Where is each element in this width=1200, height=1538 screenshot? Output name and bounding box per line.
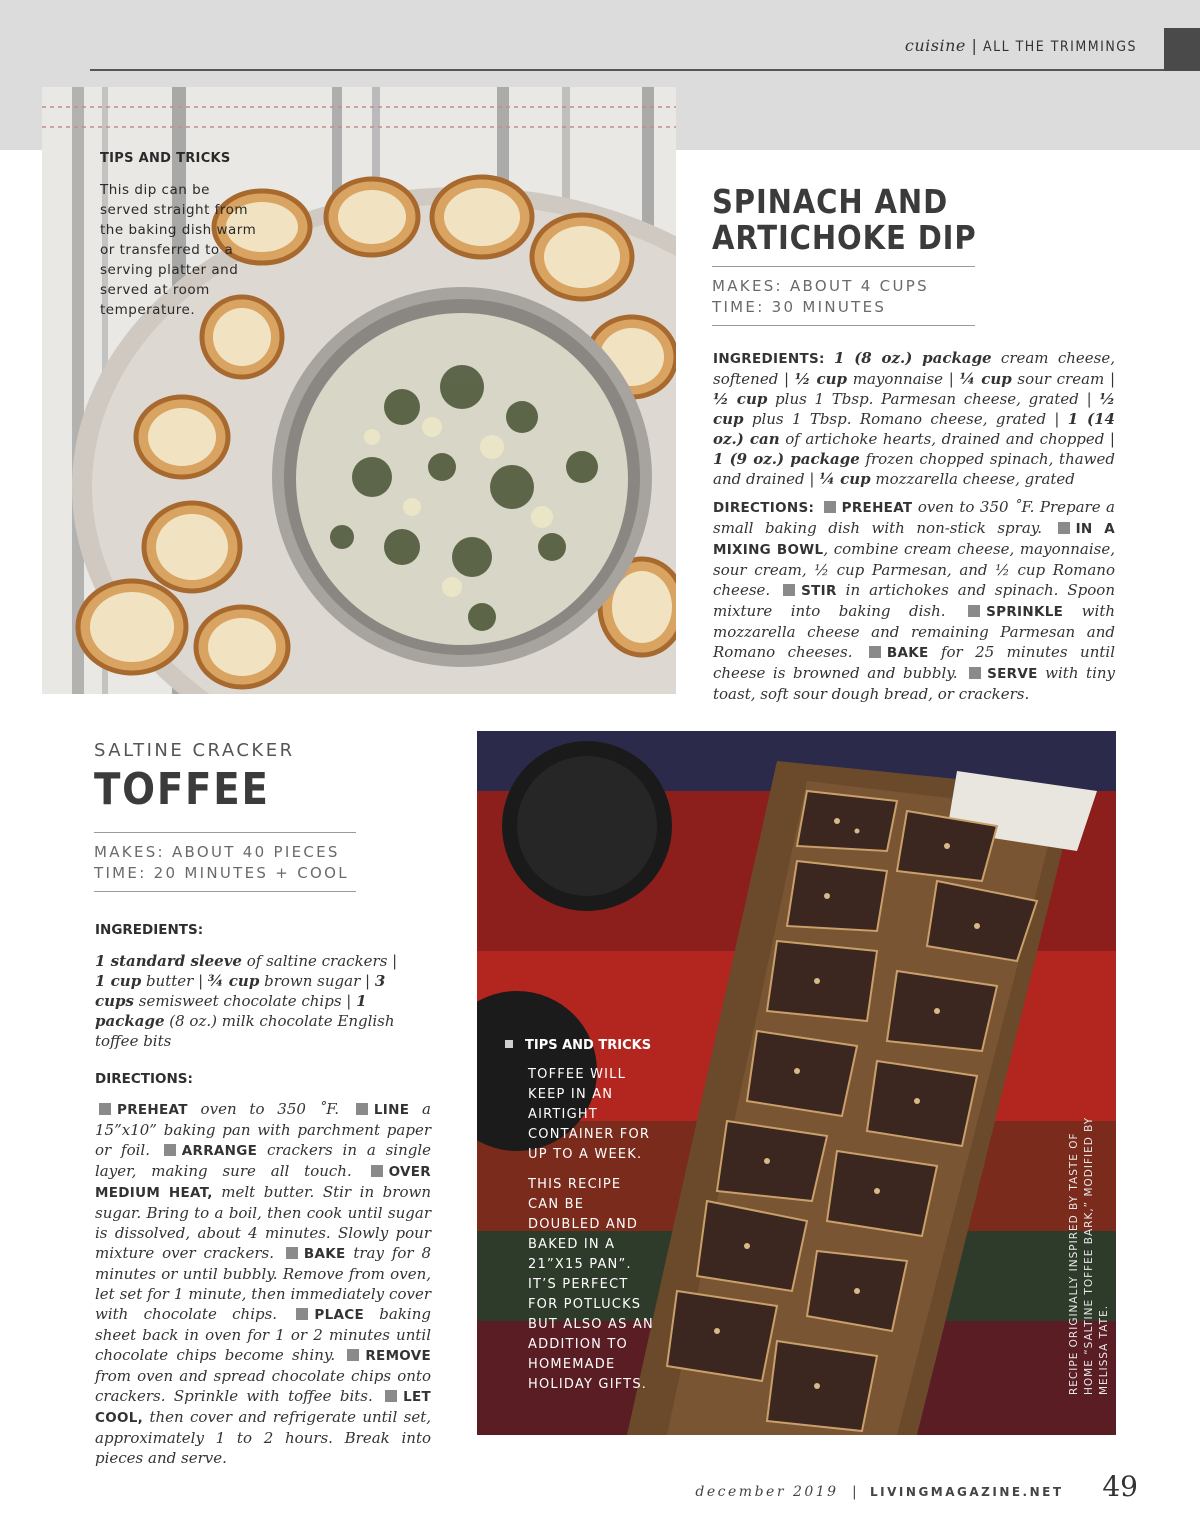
dip-ingredient-qty: ¼ cup: [959, 370, 1012, 388]
header-tab: [1164, 28, 1200, 71]
step-square-icon: [99, 1103, 111, 1115]
toffee-tips-title: [505, 1038, 655, 1053]
toffee-direction-step: OVER MEDIUM HEAT,: [95, 1164, 431, 1201]
footer-date: december 2019: [695, 1484, 839, 1500]
footer: [695, 1484, 1138, 1500]
toffee-direction-text: crackers in a single layer, making sure all touch.: [95, 1141, 432, 1180]
dip-direction-step: SERVE: [987, 666, 1038, 682]
dip-ingredients-label: INGREDIENTS:: [713, 351, 825, 367]
dip-direction-text: with tiny toast, soft sour dough bread, or crackers.: [713, 664, 1115, 703]
toffee-ingredients-list: [95, 951, 408, 1051]
photo-credit: RECIPE ORIGINALLY INSPIRED BY TASTE OF HOME “SALTINE TOFFEE BARK,” MODIFIED BY MELISSA TATE.: [1068, 1116, 1110, 1395]
dip-title-line2: ARTICHOKE DIP: [712, 218, 977, 257]
step-square-icon: [286, 1247, 298, 1259]
section-label: [905, 36, 1137, 55]
dip-direction-text: oven to 350 ˚F. Prepare a small baking dish with non-stick spray.: [713, 498, 1115, 537]
toffee-kicker: SALTINE CRACKER: [94, 740, 295, 761]
toffee-direction-step: BAKE: [303, 1246, 346, 1262]
dip-direction-text: with mozzarella cheese and remaining Parmesan and Romano cheeses.: [713, 602, 1116, 661]
dip-title-line1: SPINACH AND: [712, 182, 949, 221]
toffee-title: TOFFEE: [94, 764, 270, 815]
footer-separator: |: [851, 1484, 857, 1500]
toffee-direction-step: LET COOL,: [95, 1389, 431, 1426]
toffee-direction-text: melt butter. Stir in brown sugar. Bring to a boil, then cook until sugar is dissolved, about 4 minutes. Slowly pour mixture over crackers.: [95, 1183, 431, 1262]
toffee-direction-text: then cover and refrigerate until set, approximately 1 to 2 hours. Break into pieces and serve.: [95, 1408, 431, 1467]
toffee-ingredient-qty: 1 cup: [95, 972, 142, 990]
step-square-icon: [356, 1103, 368, 1115]
dip-ingredient-text: sour cream |: [1011, 370, 1115, 388]
toffee-direction-step: REMOVE: [365, 1348, 431, 1364]
section-name: cuisine: [904, 36, 966, 55]
toffee-direction-text: from oven and spread chocolate chips onto crackers. Sprinkle with toffee bits.: [95, 1367, 431, 1405]
toffee-rule-bottom: [94, 891, 356, 892]
dip-tips-title: TIPS AND TRICKS: [100, 151, 231, 166]
dip-direction-step: PREHEAT: [841, 500, 913, 516]
section-separator: |: [971, 36, 978, 55]
dip-makes: MAKES: ABOUT 4 CUPS: [712, 277, 929, 295]
dip-ingredient-qty: ½ cup: [713, 390, 1115, 428]
dip-ingredient-text: cream cheese, softened |: [713, 349, 1115, 388]
step-square-icon: [824, 501, 836, 513]
dip-direction-step: BAKE: [886, 645, 929, 661]
step-square-icon: [783, 584, 795, 596]
dip-directions: [713, 497, 1115, 704]
step-square-icon: [968, 605, 980, 617]
toffee-ingredient-text: butter |: [141, 972, 208, 990]
dip-ingredient-qty: ¼ cup: [819, 470, 871, 488]
toffee-direction-text: a 15”x10” baking pan with parchment paper or foil.: [95, 1100, 431, 1159]
dip-direction-text: , combine cream cheese, mayonnaise, sour cream, ½ cup Parmesan, and ½ cup Romano cheese.: [713, 540, 1116, 599]
toffee-ingredient-qty: 3 cups: [95, 972, 386, 1010]
dip-direction-step: IN A MIXING BOWL: [713, 521, 1115, 558]
dip-direction-step: STIR: [801, 583, 837, 599]
toffee-ingredients-label: INGREDIENTS:: [95, 922, 204, 938]
dip-rule-top: [712, 266, 975, 267]
dip-ingredient-qty: 1 (9 oz.) package: [713, 450, 860, 468]
dip-ingredients-list: [713, 349, 1115, 488]
toffee-tips-para2: THIS RECIPE CAN BE DOUBLED AND BAKED IN A 21”X15 PAN”. IT’S PERFECT FOR POTLUCKS BUT ALSO AS AN ADDITION TO HOMEMADE HOLIDAY GIFTS.: [528, 1177, 654, 1392]
subsection-name: ALL THE TRIMMINGS: [982, 39, 1137, 55]
toffee-tips: [505, 1038, 655, 1405]
toffee-direction-step: PLACE: [314, 1307, 364, 1323]
dip-time: TIME: 30 MINUTES: [712, 298, 887, 316]
dip-directions-list: [713, 498, 1115, 703]
step-square-icon: [869, 646, 881, 658]
dip-ingredient-text: plus 1 Tbsp. Romano cheese, grated |: [743, 410, 1068, 428]
dip-ingredient-text: of artichoke hearts, drained and chopped |: [779, 430, 1115, 448]
toffee-direction-text: oven to 350 ˚F.: [187, 1100, 352, 1118]
dip-ingredient-text: plus 1 Tbsp. Parmesan cheese, grated |: [767, 390, 1100, 408]
step-square-icon: [371, 1165, 383, 1177]
dip-meta: [712, 276, 929, 318]
toffee-ingredient-text: brown sugar |: [259, 972, 375, 990]
toffee-tips-para1: TOFFEE WILL KEEP IN AN AIRTIGHT CONTAINER FOR UP TO A WEEK.: [528, 1067, 651, 1162]
dip-direction-text: in artichokes and spinach. Spoon mixture into baking dish.: [713, 581, 1115, 620]
toffee-ingredient-text: of saltine crackers |: [241, 952, 398, 970]
dip-ingredient-qty: ½ cup: [713, 390, 768, 408]
dip-direction-step: SPRINKLE: [986, 604, 1064, 620]
toffee-ingredient-qty: 1 standard sleeve: [95, 952, 242, 970]
bullet-square-icon: [505, 1040, 513, 1048]
toffee-tips-title-text: TIPS AND TRICKS: [525, 1038, 652, 1053]
dip-rule-bottom: [712, 325, 975, 326]
dip-ingredient-qty: 1 (8 oz.) package: [834, 349, 992, 367]
toffee-rule-top: [94, 832, 356, 833]
toffee-time: TIME: 20 MINUTES + COOL: [94, 864, 349, 882]
step-square-icon: [296, 1308, 308, 1320]
toffee-direction-step: LINE: [373, 1102, 410, 1118]
toffee-ingredient-text: semisweet chocolate chips |: [133, 992, 357, 1010]
dip-directions-label: DIRECTIONS:: [713, 500, 815, 516]
dip-tips-body: This dip can be served straight from the baking dish warm or transferred to a serving platter and served at room temperature.: [100, 182, 257, 318]
toffee-ingredient-qty: ¾ cup: [207, 972, 260, 990]
page-number: 49: [1102, 1470, 1138, 1503]
step-square-icon: [164, 1144, 176, 1156]
toffee-directions-label: DIRECTIONS:: [95, 1071, 193, 1087]
dip-ingredient-qty: 1 (14 oz.) can: [713, 410, 1115, 448]
footer-site: LIVINGMAGAZINE.NET: [870, 1485, 1064, 1499]
toffee-ingredient-text: (8 oz.) milk chocolate English toffee bits: [95, 1012, 395, 1050]
dip-ingredients: [713, 348, 1115, 489]
step-square-icon: [1058, 522, 1070, 534]
step-square-icon: [347, 1349, 359, 1361]
step-square-icon: [385, 1390, 397, 1402]
toffee-direction-text: tray for 8 minutes or until bubbly. Remove from oven, let set for 1 minute, then immediately cover with chocolate chips.: [95, 1244, 431, 1323]
toffee-directions-list: [95, 1099, 431, 1468]
toffee-meta: [94, 842, 349, 884]
toffee-direction-text: baking sheet back in oven for 1 or 2 minutes until chocolate chips become shiny.: [95, 1305, 431, 1364]
dip-ingredient-text: mayonnaise |: [847, 370, 960, 388]
toffee-ingredient-qty: 1 package: [95, 992, 367, 1030]
step-square-icon: [969, 667, 981, 679]
dip-ingredient-text: frozen chopped spinach, thawed and drained |: [713, 450, 1116, 488]
dip-ingredient-text: mozzarella cheese, grated: [870, 470, 1075, 488]
dip-ingredient-qty: ½ cup: [794, 370, 848, 388]
toffee-direction-step: ARRANGE: [181, 1143, 258, 1159]
header-rule: [90, 69, 1165, 71]
toffee-direction-step: PREHEAT: [117, 1102, 188, 1118]
dip-title: [712, 184, 977, 256]
dip-tips: [100, 151, 260, 320]
dip-direction-text: for 25 minutes until cheese is browned and bubbly.: [713, 643, 1115, 682]
toffee-makes: MAKES: ABOUT 40 PIECES: [94, 843, 340, 861]
